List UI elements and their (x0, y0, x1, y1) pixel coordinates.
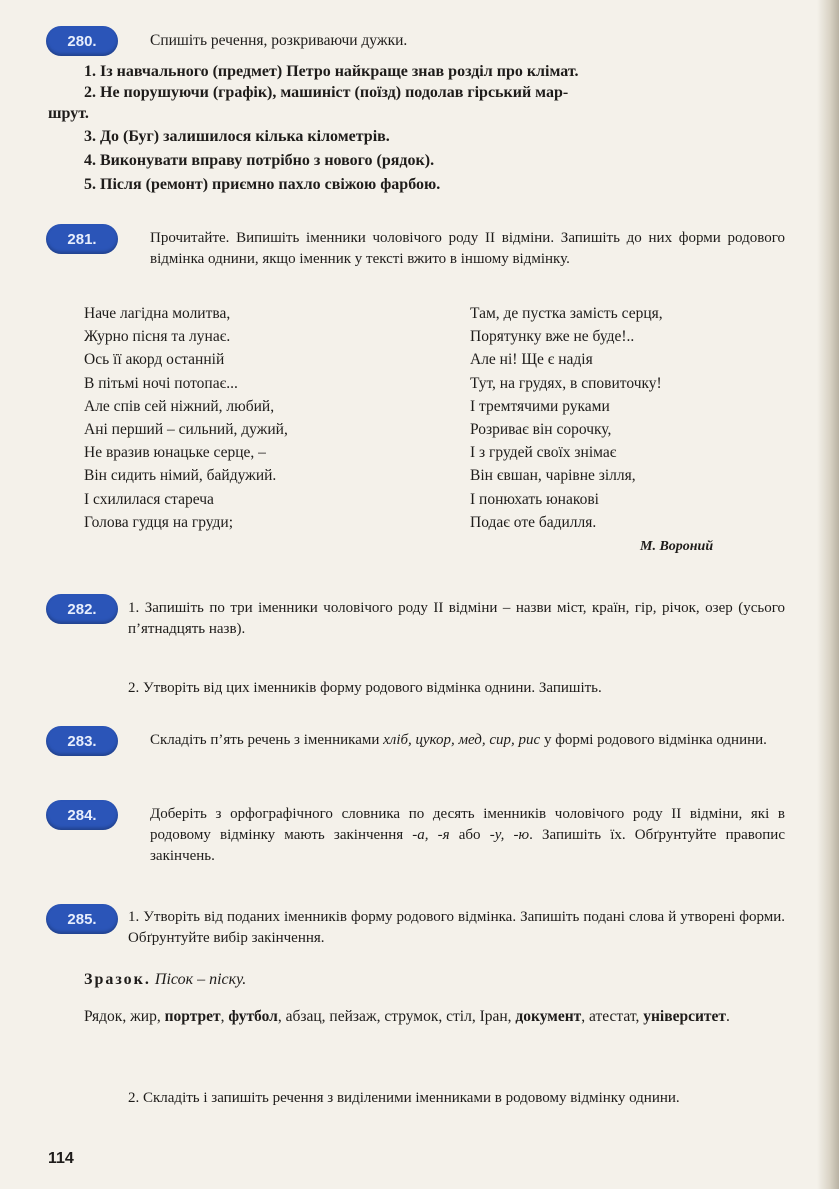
page-edge-shadow (817, 0, 839, 1189)
exercise-task (150, 730, 785, 751)
highlighted-word: футбол (228, 1008, 278, 1025)
word-list-text: Рядок, жир, (84, 1008, 165, 1025)
poem-line: Але ні! Ще є надія (470, 351, 593, 369)
poem-line: Ані перший – сильний, дужий, (84, 421, 288, 439)
exercise-number-badge: 280. (46, 26, 118, 56)
sentence: 4. Виконувати вправу потрібно з нового (рядок). (84, 152, 435, 169)
sentence: 2. Не порушуючи (графік), машиніст (поїзд) подолав гірський мар- (84, 84, 569, 101)
poem-line: Не вразив юнацьке серце, – (84, 444, 266, 462)
poem-line: Розриває він сорочку, (470, 421, 612, 439)
exercise-number-badge: 282. (46, 594, 118, 624)
exercise-number-badge: 281. (46, 224, 118, 254)
poem-line: Подає оте бадилля. (470, 513, 597, 531)
sample (84, 970, 246, 990)
exercise-task-part-2: 2. Утворіть від цих іменників форму родового відмінка однини. Запишіть. (128, 680, 602, 696)
word-list-text: , абзац, пейзаж, струмок, стіл, Іран, (277, 1008, 516, 1025)
sentence: 1. Із навчального (предмет) Петро найкраще знав розділ про клімат. (84, 63, 579, 80)
sentence: 5. Після (ремонт) приємно пахло свіжою фарбою. (84, 176, 441, 193)
poem-line: Наче лагідна молитва, (84, 305, 231, 322)
exercise-task: Спишіть речення, розкриваючи дужки. (150, 32, 408, 49)
task-text: . Запишіть їх. Обґрунтуйте правопис закінчень. (150, 827, 785, 864)
poem-line: Ось її акорд останній (84, 351, 225, 369)
sample-text: Пісок – піску. (150, 971, 247, 988)
sentence: 3. До (Буг) залишилося кілька кілометрів. (84, 128, 390, 145)
highlighted-word: портрет (164, 1008, 221, 1025)
poem-right-column (470, 302, 663, 534)
exercise-task (150, 804, 785, 867)
sample-label: Зразок. (84, 971, 151, 988)
poem-line: І з грудей своїх знімає (470, 444, 617, 462)
poem-line: І схилилася стареча (84, 490, 214, 508)
poem-line: І тремтячими руками (470, 397, 610, 415)
exercise-task-part-1: 1. Утворіть від поданих іменників форму родового відмінка. Запишіть подані слова й утворені форми. Обґрунтуйте вибір закінчення. (128, 909, 785, 946)
poem-left-column (84, 302, 288, 534)
poem-line: Тут, на грудях, в сповиточку! (470, 374, 662, 392)
exercise-task-part-2: 2. Складіть і запишіть речення з виділеними іменниками в родовому відмінку однини. (128, 1090, 680, 1106)
exercise-task-part-1: 1. Запишіть по три іменники чоловічого роду ІІ відміни – назви міст, країн, гір, річок, озер (усього п’ятнадцять назв). (128, 600, 785, 637)
word-list (48, 1005, 785, 1028)
sentence-continuation: шрут. (48, 105, 89, 122)
ending-example: -у, -ю (489, 827, 530, 843)
poem-line: Він сидить німий, байдужий. (84, 467, 277, 485)
exercise-number-badge: 284. (46, 800, 118, 830)
task-text: Доберіть з орфографічного словника по десять іменників чоловічого роду ІІ відміни, які в родовому відмінку мають закінчення (150, 806, 785, 843)
highlighted-word: документ (515, 1008, 582, 1025)
poem-line: В пітьмі ночі потопає... (84, 374, 238, 392)
poem-line: Голова гудця на груди; (84, 513, 234, 531)
exercise-number-badge: 283. (46, 726, 118, 756)
page-number: 114 (48, 1150, 74, 1167)
exercise-number-badge: 285. (46, 904, 118, 934)
poem-line: Але спів сей ніжний, любий, (84, 397, 275, 415)
task-words: хліб, цукор, мед, сир, рис (383, 732, 541, 748)
ending-example: -а, -я (412, 827, 450, 843)
poem-line: Журно пісня та лунає. (84, 328, 231, 346)
highlighted-word: університет (643, 1008, 726, 1025)
poem-line: Порятунку вже не буде!.. (470, 328, 635, 346)
poem-line: І понюхать юнакові (470, 490, 599, 508)
task-text: Складіть п’ять речень з іменниками (150, 732, 384, 748)
exercise-task: Прочитайте. Випишіть іменники чоловічого роду ІІ відміни. Запишіть до них форми родового відмінка однини, якщо іменник у тексті вжито в іншому відмінку. (150, 230, 785, 267)
task-text: або (449, 827, 490, 843)
word-list-text: . (726, 1008, 730, 1025)
word-list-text: , (220, 1008, 229, 1025)
poem-line: Там, де пустка замість серця, (470, 305, 663, 322)
poem-author: М. Вороний (640, 539, 714, 554)
task-text: у формі родового відмінка однини. (540, 732, 767, 748)
word-list-text: , атестат, (581, 1008, 644, 1025)
poem-line: Він євшан, чарівне зілля, (470, 467, 636, 485)
